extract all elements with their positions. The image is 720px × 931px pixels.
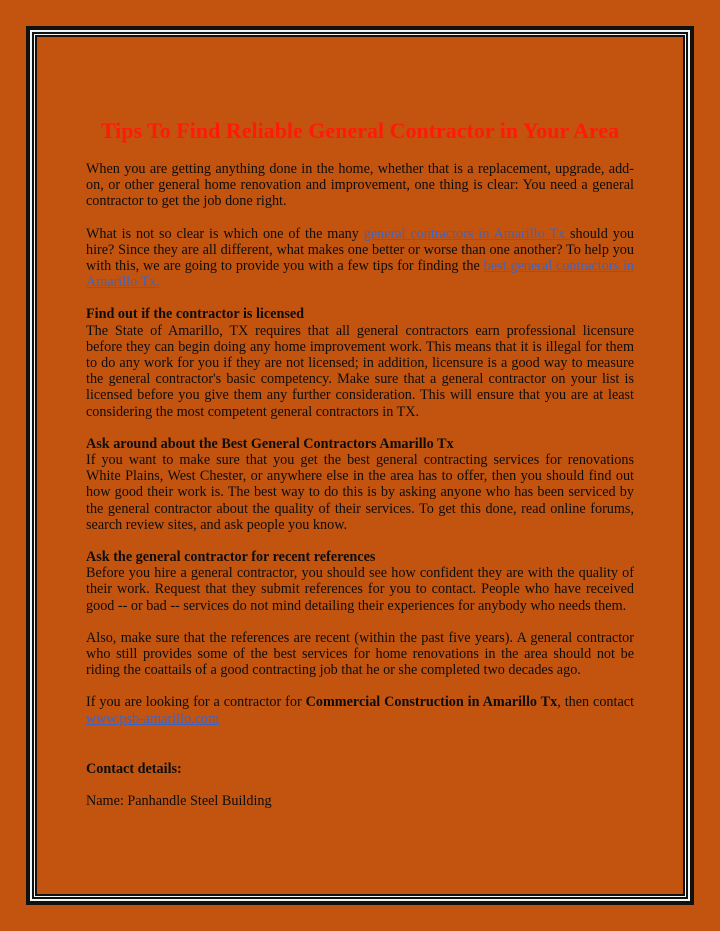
section-ask-around xyxy=(86,436,634,533)
cta-text-before: If you are looking for a contractor for xyxy=(86,694,306,711)
cta-text-after: , then contact xyxy=(557,694,635,711)
contact-heading: Contact details: xyxy=(86,760,182,777)
hire-paragraph xyxy=(86,226,634,291)
section-licensed xyxy=(86,306,634,419)
cta-paragraph xyxy=(86,694,634,726)
section-references xyxy=(86,549,634,614)
section-references-body: Before you hire a general contractor, you should see how confident they are with the quality of their work. Request that they submit references for you to contact. People who have received good -- or bad -- services do not mind detailing their experiences for anybody who needs them. xyxy=(86,565,634,614)
section-ask-around-body: If you want to make sure that you get the best general contracting services for renovations White Plains, West Chester, or anywhere else in the area has to offer, then you should find out how good their work is. The best way to do this is by asking anyone who has been serviced by the general contractor about the quality of their services. To get this done, read online forums, search review sites, and ask people you know. xyxy=(86,452,634,533)
contact-name: Name: Panhandle Steel Building xyxy=(86,793,272,810)
recent-references-paragraph: Also, make sure that the references are recent (within the past five years). A general contractor who still provides some of the best services for home renovations in the area should not be riding the coattails of a good contracting job that he or she completed two decades ago. xyxy=(86,629,634,679)
section-ask-around-heading: Ask around about the Best General Contractors Amarillo Tx xyxy=(86,435,454,452)
general-contractors-link[interactable]: general contractors in Amarillo Tx xyxy=(363,225,570,242)
page-title: Tips To Find Reliable General Contractor in Your Area xyxy=(100,118,620,143)
section-references-heading: Ask the general contractor for recent references xyxy=(86,549,376,566)
cta-service-name: Commercial Construction in Amarillo Tx xyxy=(305,694,558,711)
section-licensed-body: The State of Amarillo, TX requires that all general contractors earn professional licensure before they can begin doing any home improvement work. This means that it is illegal for them to do any work for you if they are not licensed; in addition, licensure is a good way to measure the general contractor's basic competency. Make sure that a general contractor on your list is licensed before you give them any further consideration. This will ensure that you are at least considering the most competent general contractors in TX. xyxy=(86,322,634,420)
hire-text-before: What is not so clear is which one of the many xyxy=(86,225,364,242)
best-contractors-link[interactable]: best general contractors in Amarillo Tx. xyxy=(86,258,634,291)
intro-paragraph: When you are getting anything done in the home, whether that is a replacement, upgrade, add-on, or other general home renovation and improvement, one thing is clear: You need a general contractor to get the job done right. xyxy=(86,161,634,210)
section-licensed-heading: Find out if the contractor is licensed xyxy=(86,306,305,323)
website-link[interactable]: www.psb-amarillo.com xyxy=(86,710,220,727)
spacer xyxy=(86,743,634,761)
document-body xyxy=(86,118,634,825)
hire-text-middle: should you hire? Since they are all different, what makes one better or worse than one another? To help you with this, we are going to provide you with a few tips for finding the xyxy=(86,225,635,275)
